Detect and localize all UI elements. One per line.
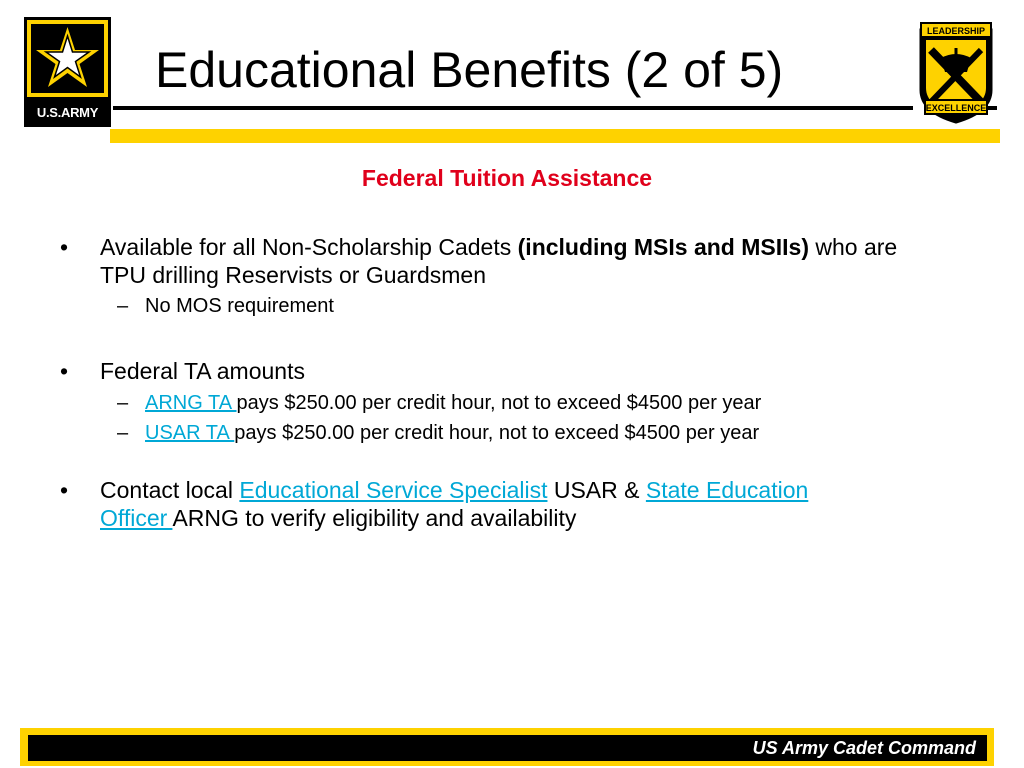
- title-underline: [113, 106, 913, 110]
- leadership-excellence-emblem: [917, 20, 995, 124]
- bullet-eligibility: [100, 233, 920, 289]
- bullet-text: Contact local: [100, 477, 240, 503]
- sub-bullet-usar: [145, 420, 759, 446]
- sub-bullet-text: pays $250.00 per credit hour, not to exceed $4500 per year: [236, 392, 762, 414]
- footer-text: US Army Cadet Command: [752, 738, 976, 758]
- gold-divider: [110, 129, 1000, 143]
- bullet-marker: •: [60, 234, 69, 260]
- sub-bullet-text: pays $250.00 per credit hour, not to exceed $4500 per year: [234, 422, 760, 444]
- us-army-logo: [24, 17, 111, 127]
- bullet-text: ARNG to verify eligibility and availability: [172, 505, 577, 531]
- army-logo-text: U.S.ARMY: [36, 105, 99, 120]
- bullet-text: Available for all Non-Scholarship Cadets: [100, 234, 518, 260]
- bullet-marker: •: [60, 477, 69, 503]
- page-title: Educational Benefits (2 of 5): [155, 42, 784, 98]
- section-subtitle: Federal Tuition Assistance: [361, 165, 653, 191]
- sub-bullet-marker: –: [117, 422, 129, 444]
- bullet-contact: [100, 476, 860, 532]
- bullet-ta-amounts: Federal TA amounts: [100, 358, 305, 384]
- emblem-bottom-text: EXCELLENCE: [925, 103, 987, 113]
- sub-bullet-marker: –: [117, 295, 129, 317]
- bullet-text: who are TPU drilling Reservists or Guardsmen: [100, 234, 898, 288]
- usar-ta-link[interactable]: USAR TA: [145, 422, 235, 444]
- sub-bullet-mos: No MOS requirement: [145, 295, 334, 317]
- emblem-top-text: LEADERSHIP: [926, 26, 986, 36]
- state-education-officer-link[interactable]: State Education Officer: [100, 477, 809, 531]
- educational-service-specialist-link[interactable]: Educational Service Specialist: [239, 477, 548, 503]
- bullet-text: USAR &: [547, 477, 646, 503]
- sub-bullet-arng: [145, 390, 761, 416]
- bullet-bold-text: (including MSIs and MSIIs): [517, 234, 809, 260]
- arng-ta-link[interactable]: ARNG TA: [145, 392, 237, 414]
- bullet-marker: •: [60, 358, 69, 384]
- sub-bullet-marker: –: [117, 392, 129, 414]
